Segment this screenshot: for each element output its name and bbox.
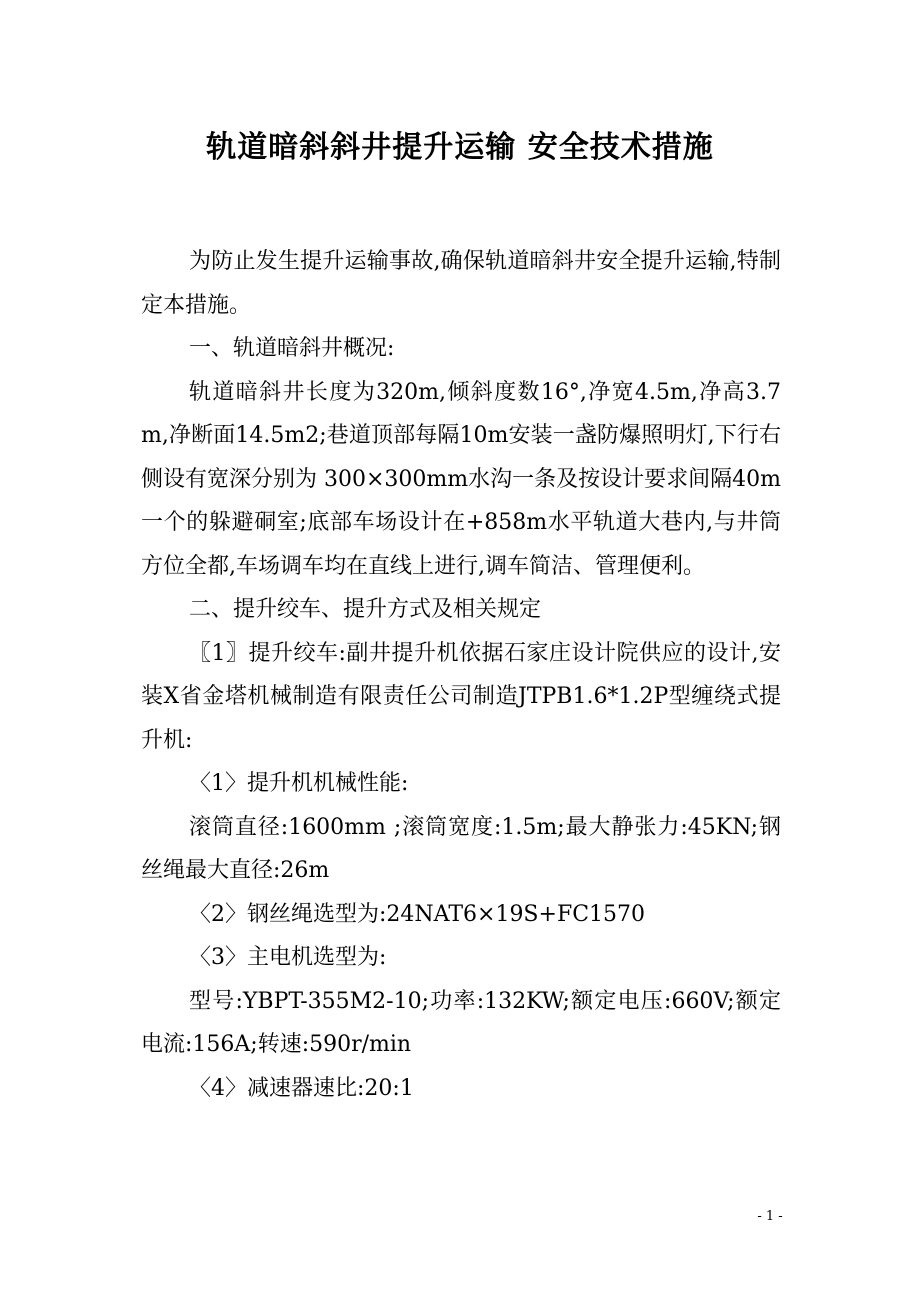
page-number: - 1 - bbox=[757, 1209, 783, 1224]
document-title: 轨道暗斜斜井提升运输 安全技术措施 bbox=[206, 130, 714, 165]
section-heading-overview: 一、轨道暗斜井概况: bbox=[189, 336, 395, 361]
paragraph-reducer-ratio: 〈4〉减速器速比:20:1 bbox=[189, 1075, 414, 1101]
section-heading-hoist: 二、提升绞车、提升方式及相关规定 bbox=[189, 597, 542, 622]
paragraph-intro: 为防止发生提升运输事故,确保轨道暗斜井安全提升运输,特制定本措施。 bbox=[141, 249, 781, 318]
paragraph-overview: 轨道暗斜井长度为320m,倾斜度数16°,净宽4.5m,净高3.7m,净断面14.5m2;巷道顶部每隔10m安装一盏防爆照明灯,下行右侧设有宽深分别为 300×300mm水沟一条及按设计要求间隔40m一个的躲避硐室;底部车场设计在+858m水平轨道大巷内,与井筒方位全都,车场调车均在直线上进行,调车简洁、管理便利。 bbox=[141, 379, 781, 579]
paragraph-wire-rope: 〈2〉钢丝绳选型为:24NAT6×19S+FC1570 bbox=[189, 901, 646, 927]
document-body bbox=[141, 240, 781, 1110]
subheading-main-motor: 〈3〉主电机选型为: bbox=[189, 945, 387, 970]
subheading-mechanical-performance: 〈1〉提升机机械性能: bbox=[189, 771, 409, 796]
paragraph-hoist-winch: 〖1〗提升绞车:副井提升机依据石家庄设计院供应的设计,安装X省金塔机械制造有限责任公司制造JTPB1.6*1.2P型缠绕式提升机: bbox=[141, 640, 781, 753]
paragraph-drum-specs: 滚筒直径:1600mm ;滚筒宽度:1.5m;最大静张力:45KN;钢丝绳最大直径:26m bbox=[141, 814, 781, 883]
paragraph-motor-specs: 型号:YBPT-355M2-10;功率:132KW;额定电压:660V;额定电流:156A;转速:590r/min bbox=[141, 988, 781, 1057]
